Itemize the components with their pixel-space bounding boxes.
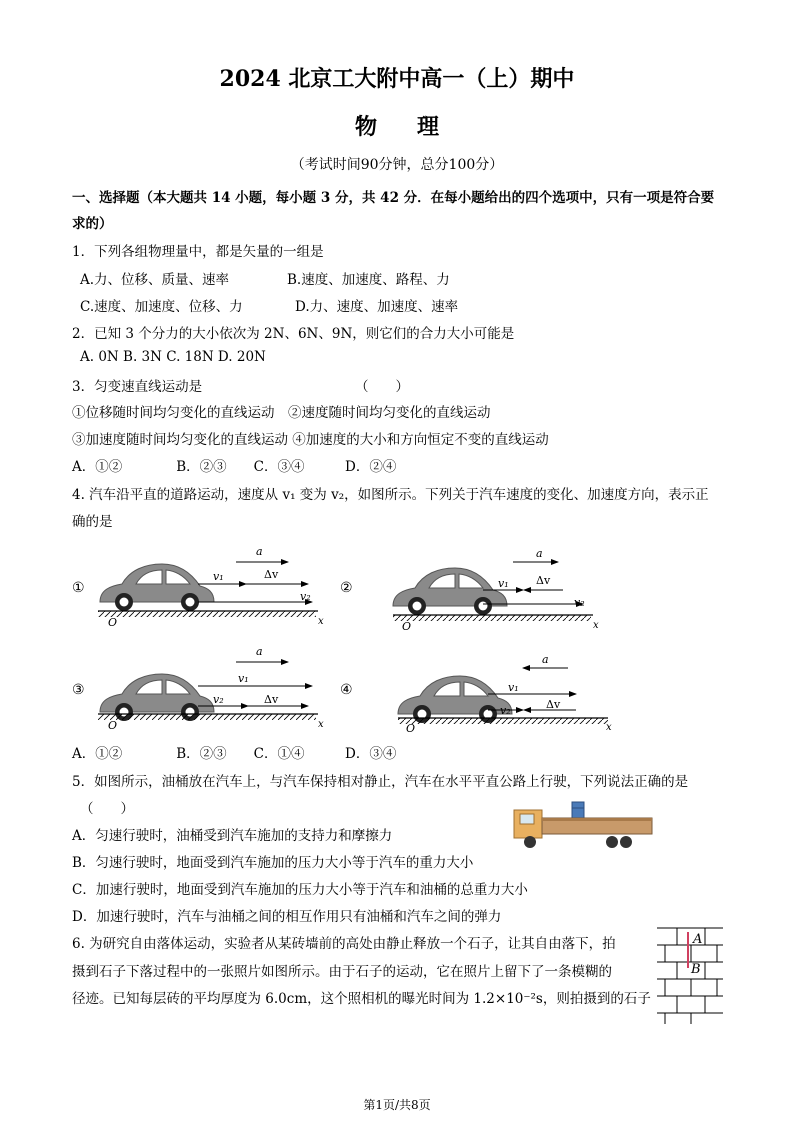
q1-option-c: C.速度、加速度、位移、力 — [80, 299, 243, 315]
q1-option-d: D.力、速度、加速度、速率 — [295, 299, 459, 315]
q4-figure — [68, 540, 748, 740]
q6-line-1: 6. 为研究自由落体运动，实验者从某砖墙前的高处由静止释放一个石子，让其自由落下，拍 — [72, 936, 616, 952]
q4-stem-cont: 确的是 — [72, 514, 113, 530]
svg-text:a: a — [536, 547, 543, 560]
q6-line-2: 摄到石子下落过程中的一张照片如图所示。由于石子的运动，它在照片上留下了一条模糊的 — [72, 964, 612, 980]
svg-text:x: x — [318, 616, 324, 627]
page-footer: 第1页/共8页 — [363, 1098, 431, 1112]
svg-text:O: O — [108, 616, 118, 629]
q6-line-3: 径迹。已知每层砖的平均厚度为 6.0cm，这个照相机的曝光时间为 1.2×10⁻²s，则拍摄到的石子 — [72, 991, 651, 1007]
svg-text:A: A — [693, 932, 703, 947]
q4-stem: 4. 汽车沿平直的道路运动，速度从 v₁ 变为 v₂，如图所示。下列关于汽车速度的变化、加速度方向，表示正 — [72, 487, 709, 503]
car-1 — [100, 564, 214, 611]
page-title: 2024 北京工大附中高一（上）期中 — [219, 66, 575, 92]
q5-paren: （ ） — [80, 801, 134, 817]
fig-label-4: ④ — [340, 682, 353, 698]
q2-options: A. 0N B. 3N C. 18N D. 20N — [80, 349, 266, 365]
q3-statement-1: ①位移随时间均匀变化的直线运动 ②速度随时间均匀变化的直线运动 — [72, 405, 491, 421]
section-heading: 一、选择题（本大题共 14 小题，每小题 3 分，共 42 分．在每小题给出的四个选项中，只有一项是符合要 — [72, 190, 715, 206]
svg-text:v₁: v₁ — [508, 681, 519, 694]
q5-option-b: B．匀速行驶时，地面受到汽车施加的压力大小等于汽车的重力大小 — [72, 855, 474, 871]
svg-text:O: O — [108, 719, 118, 732]
q3-statement-2: ③加速度随时间均匀变化的直线运动 ④加速度的大小和方向恒定不变的直线运动 — [72, 432, 549, 448]
svg-text:v₂: v₂ — [300, 590, 311, 603]
subject-title: 物理 — [354, 114, 479, 140]
q5-option-a: A．匀速行驶时，油桶受到汽车施加的支持力和摩擦力 — [72, 828, 393, 844]
svg-text:x: x — [318, 719, 324, 730]
q1-stem: 1．下列各组物理量中，都是矢量的一组是 — [72, 244, 324, 260]
q2-stem: 2．已知 3 个分力的大小依次为 2N、6N、9N，则它们的合力大小可能是 — [72, 326, 515, 342]
svg-text:Δv: Δv — [264, 693, 279, 706]
brick-wall-figure — [655, 926, 725, 1026]
q3-options: A．①② B．②③ C．③④ D．②④ — [72, 459, 397, 475]
svg-text:v₂: v₂ — [213, 693, 224, 706]
svg-text:Δv: Δv — [264, 568, 279, 581]
svg-text:Δv: Δv — [536, 574, 551, 587]
oil-barrel — [572, 802, 584, 818]
svg-text:v₂: v₂ — [500, 704, 511, 717]
q5-option-d: D．加速行驶时，汽车与油桶之间的相互作用只有油桶和汽车之间的弹力 — [72, 909, 502, 925]
q1-option-a: A.力、位移、质量、速率 — [80, 272, 230, 288]
fig-label-1: ① — [72, 580, 85, 596]
svg-text:v₂: v₂ — [574, 596, 585, 609]
svg-text:x: x — [593, 620, 599, 631]
svg-text:O: O — [406, 722, 416, 735]
q5-option-c: C．加速行驶时，地面受到汽车施加的压力大小等于汽车和油桶的总重力大小 — [72, 882, 528, 898]
q5-stem: 5．如图所示，油桶放在汽车上，与汽车保持相对静止，汽车在水平平直公路上行驶，下列说法正确的是 — [72, 774, 689, 790]
q3-stem: 3．匀变速直线运动是 — [72, 379, 203, 395]
section-heading-cont: 求的） — [72, 216, 113, 232]
svg-text:a: a — [542, 653, 549, 666]
q3-paren: （ ） — [355, 379, 409, 395]
fig-label-3: ③ — [72, 682, 85, 698]
svg-text:B: B — [691, 962, 701, 977]
car-4 — [398, 676, 512, 723]
svg-text:a: a — [256, 545, 263, 558]
q1-option-b: B.速度、加速度、路程、力 — [287, 272, 450, 288]
fig-label-2: ② — [340, 580, 353, 596]
svg-text:a: a — [256, 645, 263, 658]
car-2 — [393, 568, 507, 615]
truck-figure — [512, 800, 654, 854]
q4-options: A．①② B．②③ C．①④ D．③④ — [72, 746, 397, 762]
exam-note: （考试时间90分钟，总分100分） — [290, 157, 504, 173]
svg-text:x: x — [606, 722, 612, 733]
svg-text:v₁: v₁ — [238, 672, 249, 685]
svg-text:v₁: v₁ — [213, 570, 224, 583]
svg-text:O: O — [402, 620, 412, 633]
svg-text:v₁: v₁ — [498, 577, 509, 590]
svg-text:Δv: Δv — [546, 698, 561, 711]
